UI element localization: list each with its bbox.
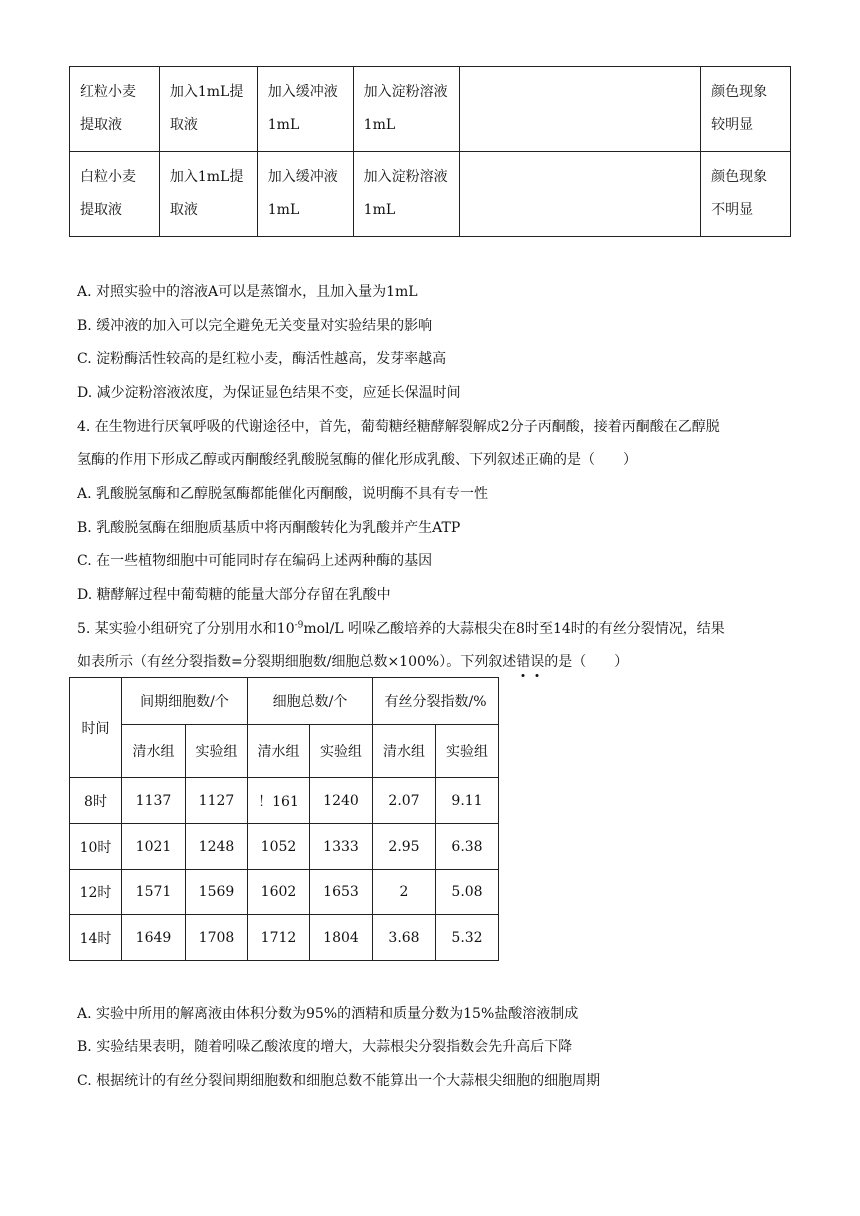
- q4-option-b: B. 乳酸脱氢酶在细胞质基质中将丙酮酸转化为乳酸并产生ATP: [77, 520, 461, 536]
- subheader: 实验组: [436, 725, 499, 778]
- q3-option-c: C. 淀粉酶活性较高的是红粒小麦，酶活性越高，发芽率越高: [77, 351, 447, 367]
- table-row: [70, 778, 499, 824]
- q5-emphasis-text: [516, 654, 544, 670]
- table-cell: 1248: [186, 824, 248, 870]
- table-cell: 6.38: [436, 824, 499, 870]
- table-cell: 3.68: [373, 915, 436, 961]
- table-cell: 1649: [122, 915, 186, 961]
- mitosis-data-table: [69, 677, 499, 961]
- q5-emphasis-label: 错误: [516, 654, 545, 670]
- table-cell: 1571: [122, 870, 186, 915]
- q5-option-c: C. 根据统计的有丝分裂间期细胞数和细胞总数不能算出一个大蒜根尖细胞的细胞周期: [77, 1073, 601, 1089]
- table-header-row: [70, 678, 499, 725]
- q5-stem-text: 的是（ ）: [544, 654, 629, 670]
- table-cell: 1712: [248, 915, 310, 961]
- table-cell: 2.07: [373, 778, 436, 824]
- q4-option-d: D. 糖酵解过程中葡萄糖的能量大部分存留在乳酸中: [77, 587, 391, 603]
- subheader: 清水组: [373, 725, 436, 778]
- q5-stem-exponent: -9: [294, 620, 304, 631]
- table-cell: 1021: [122, 824, 186, 870]
- q5-stem-line2: [77, 651, 628, 671]
- table-cell: 红粒小麦提取液: [70, 67, 160, 152]
- table-cell: ！161: [248, 778, 310, 824]
- table-cell: 白粒小麦提取液: [70, 152, 160, 237]
- table-cell: 加入缓冲液1mL: [257, 152, 353, 237]
- subheader: 实验组: [310, 725, 373, 778]
- q3-option-b: B. 缓冲液的加入可以完全避免无关变量对实验结果的影响: [77, 318, 433, 334]
- table-cell: 1052: [248, 824, 310, 870]
- q4-stem-line1: 4. 在生物进行厌氧呼吸的代谢途径中，首先，葡萄糖经糖酵解裂解成2分子丙酮酸，接着丙酮酸在乙醇脱: [77, 419, 720, 435]
- q3-option-d: D. 减少淀粉溶液浓度，为保证显色结果不变，应延长保温时间: [77, 385, 461, 401]
- table-cell: 5.32: [436, 915, 499, 961]
- table-cell: 1569: [186, 870, 248, 915]
- table-cell: 加入缓冲液1mL: [257, 67, 353, 152]
- table-cell: 颜色现象不明显: [701, 152, 791, 237]
- table-row: [70, 152, 791, 237]
- table-cell: 加入淀粉溶液1mL: [353, 67, 459, 152]
- table-cell: 2.95: [373, 824, 436, 870]
- table-cell: 1602: [248, 870, 310, 915]
- q5-option-a: A. 实验中所用的解离液由体积分数为95%的酒精和质量分数为15%盐酸溶液制成: [77, 1006, 579, 1022]
- table-cell: 1127: [186, 778, 248, 824]
- q5-stem-text: 如表所示（有丝分裂指数=分裂期细胞数/细胞总数×100%）。下列叙述: [77, 654, 517, 670]
- table-cell: 加入1mL提取液: [159, 152, 257, 237]
- table-row: [70, 915, 499, 961]
- group-header: 有丝分裂指数/%: [373, 678, 499, 725]
- table-cell: 1333: [310, 824, 373, 870]
- q5-stem-line1: [77, 618, 725, 638]
- time-cell: 10时: [70, 824, 122, 870]
- subheader: 清水组: [248, 725, 310, 778]
- q5-stem-text: mol/L 吲哚乙酸培养的大蒜根尖在8时至14时的有丝分裂情况，结果: [303, 621, 725, 637]
- table-cell: 5.08: [436, 870, 499, 915]
- table-cell: [459, 67, 701, 152]
- group-header: 细胞总数/个: [248, 678, 373, 725]
- time-cell: 12时: [70, 870, 122, 915]
- q3-option-a: A. 对照实验中的溶液A可以是蒸馏水，且加入量为1mL: [77, 284, 418, 300]
- q5-stem-text: 5. 某实验小组研究了分别用水和10: [77, 621, 295, 637]
- table-row: [70, 870, 499, 915]
- table-cell: 颜色现象较明显: [701, 67, 791, 152]
- table-cell: 2: [373, 870, 436, 915]
- subheader: 清水组: [122, 725, 186, 778]
- emphasis-dot: [522, 674, 525, 677]
- table-row: [70, 67, 791, 152]
- time-cell: 8时: [70, 778, 122, 824]
- enzyme-experiment-table: [69, 66, 791, 237]
- q4-stem-line2: 氢酶的作用下形成乙醇或丙酮酸经乳酸脱氢酶的催化形成乳酸、下列叙述正确的是（ ）: [77, 452, 637, 468]
- table-cell: 1137: [122, 778, 186, 824]
- table-subheader-row: [70, 725, 499, 778]
- table-cell: 加入1mL提取液: [159, 67, 257, 152]
- q4-option-c: C. 在一些植物细胞中可能同时存在编码上述两种酶的基因: [77, 553, 433, 569]
- group-header: 间期细胞数/个: [122, 678, 248, 725]
- table-cell: 1240: [310, 778, 373, 824]
- table-row: [70, 824, 499, 870]
- table-cell: 加入淀粉溶液1mL: [353, 152, 459, 237]
- table-cell: 9.11: [436, 778, 499, 824]
- q5-option-b: B. 实验结果表明，随着吲哚乙酸浓度的增大，大蒜根尖分裂指数会先升高后下降: [77, 1039, 573, 1055]
- table-cell: 1653: [310, 870, 373, 915]
- table-cell: 1804: [310, 915, 373, 961]
- q4-option-a: A. 乳酸脱氢酶和乙醇脱氢酶都能催化丙酮酸，说明酶不具有专一性: [77, 486, 489, 502]
- time-cell: 14时: [70, 915, 122, 961]
- table-cell: 1708: [186, 915, 248, 961]
- subheader: 实验组: [186, 725, 248, 778]
- time-header: 时间: [70, 678, 122, 778]
- table-cell: [459, 152, 701, 237]
- emphasis-dot: [536, 674, 539, 677]
